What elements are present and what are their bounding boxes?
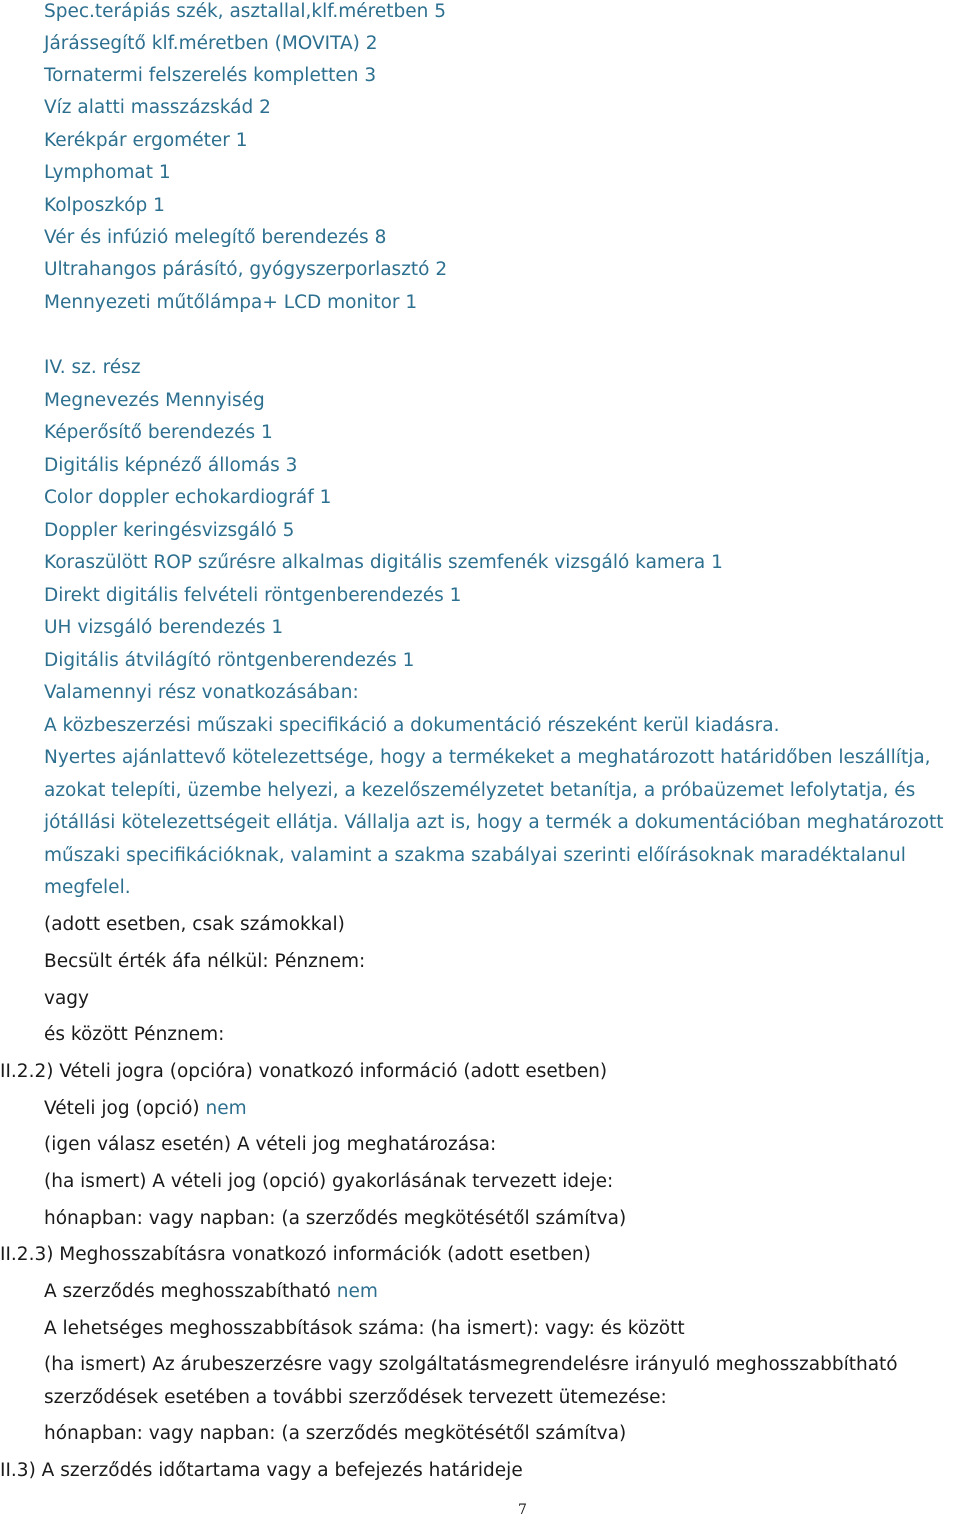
list-item: Color doppler echokardiográf 1: [44, 487, 332, 508]
list-item: Vér és infúzió melegítő berendezés 8: [44, 227, 387, 248]
list-item: Kolposzkóp 1: [44, 195, 165, 216]
extension-count: A lehetséges meghosszabbítások száma: (ha ismert): vagy: és között: [44, 1318, 685, 1339]
value-or: vagy: [44, 988, 89, 1009]
section-heading-2-2-3: II.2.3) Meghosszabításra vonatkozó információk (adott esetben): [0, 1244, 591, 1265]
option-schedule: (ha ismert) A vételi jog (opció) gyakorlásának tervezett ideje:: [44, 1171, 614, 1192]
option-label: Vételi jog (opció): [44, 1098, 206, 1119]
part4-title: IV. sz. rész: [44, 357, 141, 378]
extension-value: nem: [336, 1281, 378, 1302]
list-item: Járássegítő klf.méretben (MOVITA) 2: [44, 33, 378, 54]
note-line: azokat telepíti, üzembe helyezi, a kezelőszemélyzetet betanítja, a próbaüzemet lefolytatja, és: [44, 780, 916, 801]
option-value: nem: [205, 1098, 247, 1119]
extension-duration: hónapban: vagy napban: (a szerződés megkötésétől számítva): [44, 1423, 627, 1444]
estimated-value: Becsült érték áfa nélkül: Pénznem:: [44, 951, 366, 972]
list-item: Tornatermi felszerelés kompletten 3: [44, 65, 377, 86]
option-row: [44, 1097, 247, 1121]
list-item: Víz alatti masszázskád 2: [44, 97, 271, 118]
list-item: Doppler keringésvizsgáló 5: [44, 520, 295, 541]
list-item: Lymphomat 1: [44, 162, 171, 183]
all-parts-heading: Valamennyi rész vonatkozásában:: [44, 682, 359, 703]
list-item: Digitális átvilágító röntgenberendezés 1: [44, 650, 415, 671]
list-item: Ultrahangos párásító, gyógyszerporlasztó 2: [44, 259, 448, 280]
note-line: Nyertes ajánlattevő kötelezettsége, hogy a termékeket a meghatározott határidőben leszállítja,: [44, 747, 931, 768]
extension-schedule-2: szerződések esetében a további szerződések tervezett ütemezése:: [44, 1387, 667, 1408]
option-definition: (igen válasz esetén) A vételi jog meghatározása:: [44, 1134, 497, 1155]
list-item: Mennyezeti műtőlámpa+ LCD monitor 1: [44, 292, 418, 313]
list-item: Koraszülött ROP szűrésre alkalmas digitális szemfenék vizsgáló kamera 1: [44, 552, 723, 573]
note-line: műszaki specifikációknak, valamint a szakma szabályai szerinti előírásoknak maradéktalanul: [44, 845, 906, 866]
extension-schedule-1: (ha ismert) Az árubeszerzésre vagy szolgáltatásmegrendelésre irányuló meghosszabbítható: [44, 1354, 898, 1375]
section-heading-2-3: II.3) A szerződés időtartama vagy a befejezés határideje: [0, 1460, 523, 1481]
value-range: és között Pénznem:: [44, 1024, 225, 1045]
note-line: megfelel.: [44, 877, 131, 898]
list-item: Spec.terápiás szék, asztallal,klf.méretben 5: [44, 1, 446, 22]
list-item: Kerékpár ergométer 1: [44, 130, 248, 151]
option-duration: hónapban: vagy napban: (a szerződés megkötésétől számítva): [44, 1208, 627, 1229]
list-item: Digitális képnéző állomás 3: [44, 455, 298, 476]
extension-row: [44, 1280, 378, 1304]
page-number: 7: [518, 1502, 527, 1518]
section-heading-2-2-2: II.2.2) Vételi jogra (opcióra) vonatkozó információ (adott esetben): [0, 1061, 608, 1082]
note-line: A közbeszerzési műszaki specifikáció a dokumentáció részeként kerül kiadásra.: [44, 715, 780, 736]
list-item: UH vizsgáló berendezés 1: [44, 617, 284, 638]
list-item: Direkt digitális felvételi röntgenberendezés 1: [44, 585, 462, 606]
extension-label: A szerződés meghosszabítható: [44, 1281, 337, 1302]
value-note: (adott esetben, csak számokkal): [44, 914, 345, 935]
part4-table-header: Megnevezés Mennyiség: [44, 390, 265, 411]
list-item: Képerősítő berendezés 1: [44, 422, 273, 443]
note-line: jótállási kötelezettségeit ellátja. Vállalja azt is, hogy a termék a dokumentációban meghatározott: [44, 812, 944, 833]
